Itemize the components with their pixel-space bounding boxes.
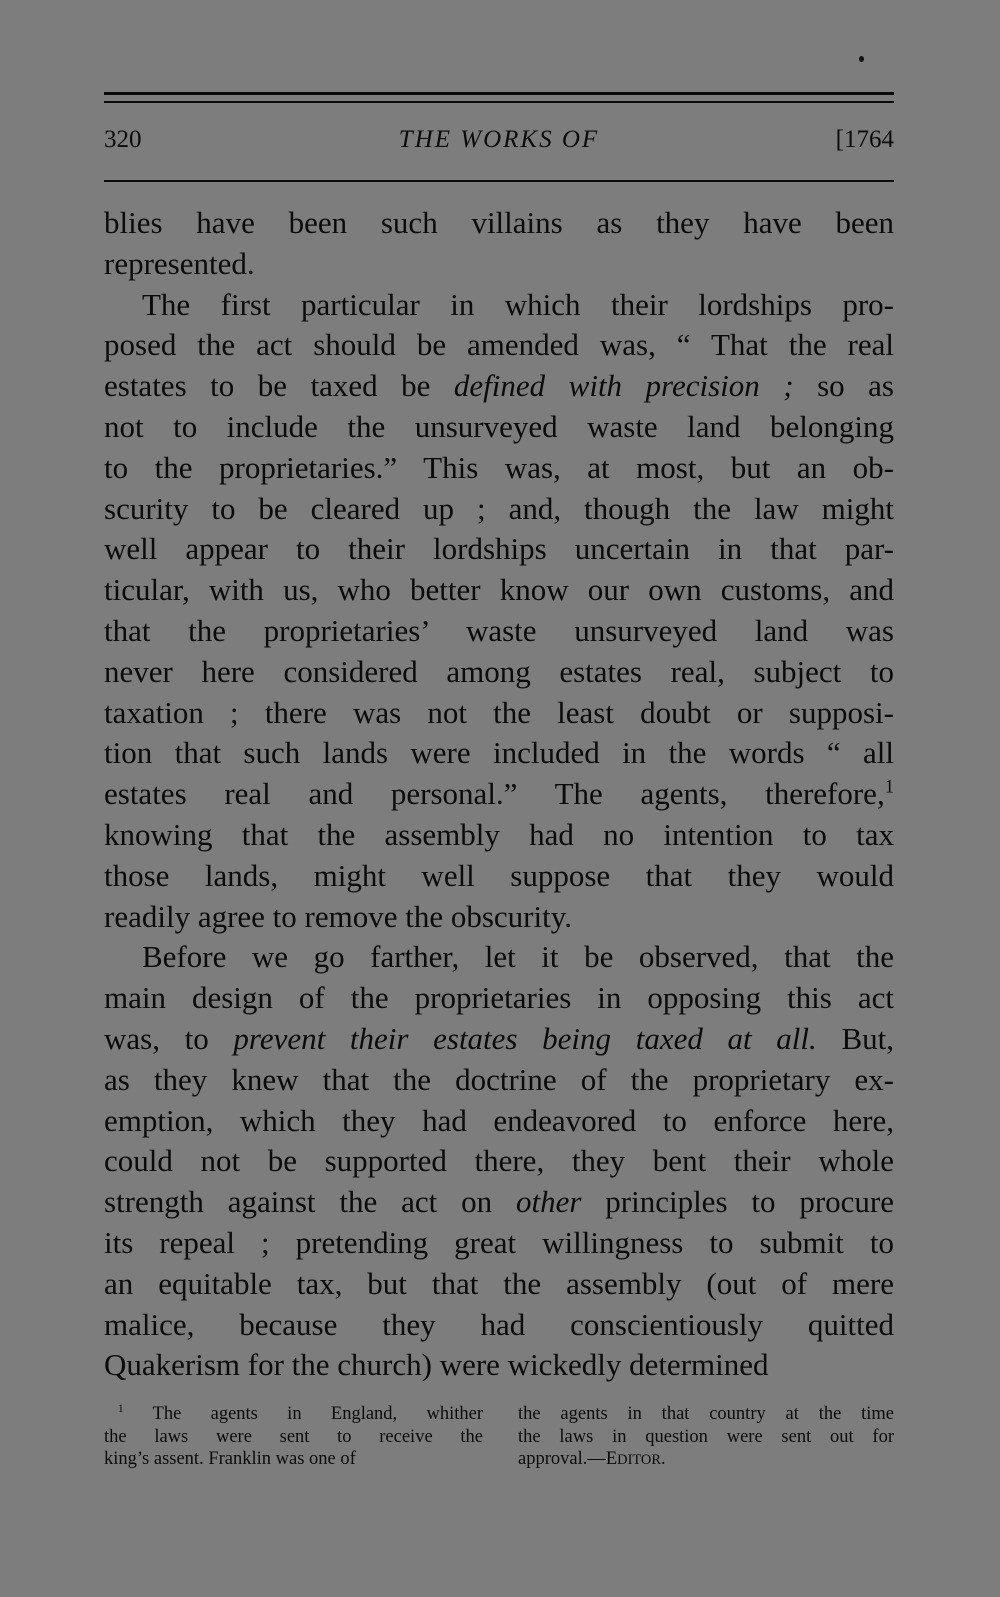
text-line: readily agree to remove the obscurity. [104, 898, 572, 934]
text-line: Before we go farther, let it be observed, that the [142, 939, 894, 975]
text-line: posed the act should be amended was, “ That the real [104, 327, 894, 363]
italic-phrase: other [515, 1184, 582, 1220]
text-line: an equitable tax, but that the assembly (out of mere [104, 1265, 894, 1301]
text-line: the laws were sent to receive the [104, 1426, 483, 1447]
footnote-left-column [104, 1403, 483, 1471]
text-line: represented. [104, 245, 255, 281]
running-header [104, 126, 894, 166]
text-line: strength against the act on other principles to procure [104, 1184, 894, 1220]
paragraph-2 [104, 285, 894, 938]
text-line: malice, because they had conscientiously quitted [104, 1306, 894, 1342]
running-title: THE WORKS OF [398, 126, 600, 153]
header-rule-top-thin [104, 101, 894, 103]
text-line: estates real and personal.” The agents, therefore,$^1$ [104, 776, 894, 812]
text-line: as they knew that the doctrine of the proprietary ex- [104, 1061, 894, 1097]
text-line: blies have been such villains as they have been [104, 205, 894, 240]
page-number: 320 [104, 126, 142, 153]
text-line: tion that such lands were included in the words “ all [104, 735, 894, 771]
text-line: king’s assent. Franklin was one of [104, 1449, 356, 1469]
text-line: those lands, might well suppose that they would [104, 857, 894, 893]
footnote-right-column [518, 1403, 894, 1471]
header-year: [1764 [835, 126, 894, 153]
text-line: was, to prevent their estates being taxed at all. But, [104, 1020, 894, 1056]
text-line: not to include the unsurveyed waste land belonging [104, 408, 894, 444]
text-line: that the proprietaries’ waste unsurveyed land was [104, 612, 894, 648]
text-line: knowing that the assembly had no intention to tax [104, 816, 894, 852]
text-line: $^1$ The agents in England, whither [118, 1402, 483, 1424]
footnote-marker: 1 [118, 1402, 124, 1415]
text-line: approval.—EDITOR. [518, 1449, 666, 1469]
stray-mark [859, 56, 864, 62]
text-line: taxation ; there was not the least doubt or supposi- [104, 694, 894, 730]
small-caps-text: DITOR [617, 1452, 661, 1468]
text-line: estates to be taxed be defined with precision ; so as [104, 368, 894, 404]
text-line: to the proprietaries.” This was, at most, but an ob- [104, 449, 894, 485]
text-line: scurity to be cleared up ; and, though the law might [104, 490, 894, 526]
text-line: the laws in question were sent out for [518, 1426, 894, 1447]
header-rule-top [104, 92, 894, 95]
text-line: The first particular in which their lordships pro- [142, 286, 894, 322]
paragraph-3 [104, 937, 894, 1386]
text-line: well appear to their lordships uncertain in that par- [104, 531, 894, 567]
italic-phrase: defined with precision ; [453, 368, 794, 404]
text-line: could not be supported there, they bent their whole [104, 1143, 894, 1179]
body-text [104, 203, 894, 1386]
text-line: its repeal ; pretending great willingness to submit to [104, 1224, 894, 1260]
italic-phrase: prevent their estates being taxed at all. [233, 1020, 817, 1056]
text-line: ticular, with us, who better know our own customs, and [104, 572, 894, 608]
paragraph-1 [104, 203, 894, 285]
text-line: main design of the proprietaries in opposing this act [104, 980, 894, 1016]
text-line: emption, which they had endeavored to enforce here, [104, 1102, 894, 1138]
footnote-marker: 1 [884, 776, 894, 798]
text-line: the agents in that country at the time [518, 1404, 894, 1424]
text-line: Quakerism for the church) were wickedly determined [104, 1347, 769, 1383]
text-line: never here considered among estates real, subject to [104, 653, 894, 689]
header-rule-bottom [104, 180, 894, 182]
